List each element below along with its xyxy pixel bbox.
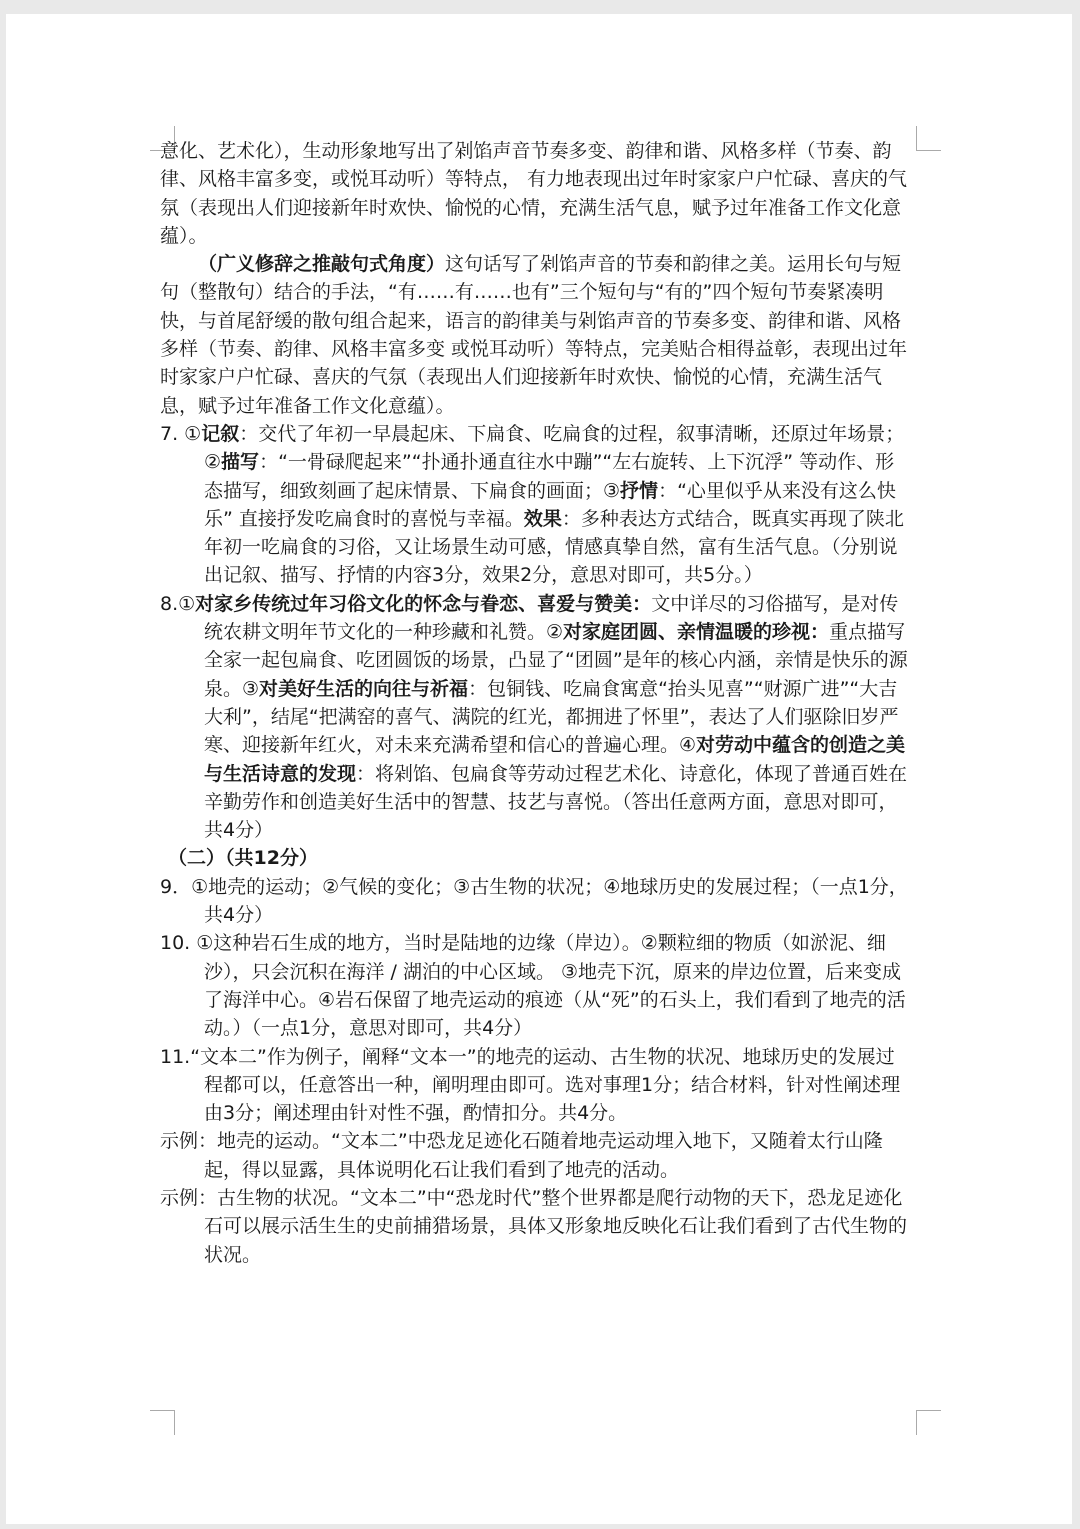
answer-8-bold-3: 对美好生活的向往与祈福 [259,677,469,700]
answer-7 [160,420,910,590]
answer-8-text-1: 文中详尽的习俗描写，是对传统农耕文明年节文化的一种珍藏和礼赞。② [204,592,899,644]
answer-11: 11.“文本二”作为例子，阐释“文本一”的地壳的运动、古生物的状况、地球历史的发展过程都可以，任意答出一种，阐明理由即可。选对事理1分；结合材料，针对性阐述理由3分；阐述理由针对性不强，酌情扣分。共4分。 [160,1045,901,1125]
answer-7-text-1: ：交代了年初一早晨起床、下扁食、吃扁食的过程，叙事清晰，还原过年场景；② [204,422,905,474]
answer-7-bold-3: 抒情 [620,479,659,502]
answer-8-number: 8.① [160,592,196,615]
answer-7-number: 7. ① [160,422,202,445]
answer-7-bold-1: 记叙 [201,422,240,445]
answer-10: 10. ①这种岩石生成的地方，当时是陆地的边缘（岸边）。②颗粒细的物质（如淤泥、细沙），只会沉积在海洋 / 湖泊的中心区域。 ③地壳下沉，原来的岸边位置，后来变成了海洋中心。④岩石保留了地壳运动的痕迹（从“死”的石头上，我们看到了地壳的活动。）（一点1分，意思对即可，共4分） [160,932,906,1040]
rhetoric-heading: （广义修辞之推敲句式角度） [198,253,446,276]
crop-mark-top-right [916,126,941,151]
crop-mark-bottom-left [150,1410,175,1435]
answer-8-text-4: ：将剁馅、包扁食等劳动过程艺术化、诗意化，体现了普通百姓在辛勤劳作和创造美好生活中的智慧、技艺与喜悦。（答出任意两方面，意思对即可，共4分） [204,762,908,842]
example-2: 示例：古生物的状况。“文本二”中“恐龙时代”整个世界都是爬行动物的天下，恐龙足迹化石可以展示活生生的史前捕猎场景，具体又形象地反映化石让我们看到了古代生物的状况。 [160,1186,908,1266]
answer-7-text-3: ：“心里似乎从来没有这么快乐” 直接抒发吃扁食时的喜悦与幸福。 [204,479,896,530]
answer-8-bold-4: 对劳动中蕴含的创造之美与生活诗意的发现 [204,734,906,785]
answer-8-bold-2: 对家庭团圆、亲情温暖的珍视： [563,621,830,644]
document-body [160,137,910,1269]
answer-7-text-2: ：“一骨碌爬起来”“扑通扑通直往水中蹦”“左右旋转、上下沉浮” 等动作、形态描写，细致刻画了起床情景、下扁食的画面；③ [204,451,895,502]
answer-8-bold-1: 对家乡传统过年习俗文化的怀念与眷恋、喜爱与赞美： [195,592,652,615]
intro-paragraph: 意化、艺术化），生动形象地写出了剁馅声音节奏多变、韵律和谐、风格多样（节奏、韵律、风格丰富多变，或悦耳动听）等特点， 有力地表现出过年时家家户户忙碌、喜庆的气氛（表现出人们迎接新年时欢快、愉悦的心情，充满生活气息，赋予过年准备工作文化意蕴）。 [160,140,908,247]
answer-9: 9．①地壳的运动；②气候的变化；③古生物的状况；④地球历史的发展过程；（一点1分，共4分） [160,875,908,927]
example-1: 示例：地壳的运动。“文本二”中恐龙足迹化石随着地壳运动埋入地下，又随着太行山隆起，得以显露，具体说明化石让我们看到了地壳的活动。 [160,1130,883,1181]
answer-7-bold-2: 描写 [221,451,260,474]
answer-8 [160,590,910,845]
section-2-heading: （二）（共12分） [168,847,318,870]
answer-8-text-2: 重点描写全家一起包扁食、吃团圆饭的场景，凸显了“团圆”是年的核心内涵，亲情是快乐的源泉。③ [204,621,908,700]
answer-7-text-4: ：多种表达方式结合，既真实再现了陕北年初一吃扁食的习俗，又让场景生动可感，情感真挚自然，富有生活气息。（分别说出记叙、描写、抒情的内容3分，效果2分，意思对即可，共5分。） [204,507,904,587]
crop-mark-bottom-right [916,1410,941,1435]
answer-7-bold-4: 效果 [523,507,562,530]
answer-8-text-3: ：包铜钱、吃扁食寓意“抬头见喜”“财源广进”“大吉大利”，结尾“把满窑的喜气、满院的红光，都拥进了怀里”，表达了人们驱除旧岁严寒、迎接新年红火，对未来充满希望和信心的普遍心理。④ [204,677,899,757]
rhetoric-paragraph [160,250,910,420]
rhetoric-text: 这句话写了剁馅声音的节奏和韵律之美。运用长句与短句（整散句）结合的手法，“有……有……也有”三个短句与“有的”四个短句节奏紧凑明快，与首尾舒缓的散句组合起来，语言的韵律美与剁馅声音的节奏多变、韵律和谐、风格多样（节奏、韵律、风格丰富多变 或悦耳动听）等特点，完美贴合相得益彰，表现出过年时家家户户忙碌、喜庆的气氛（表现出人们迎接新年时欢快、愉悦的心情，充满生活气息，赋予过年准备工作文化意蕴）。 [160,253,908,417]
